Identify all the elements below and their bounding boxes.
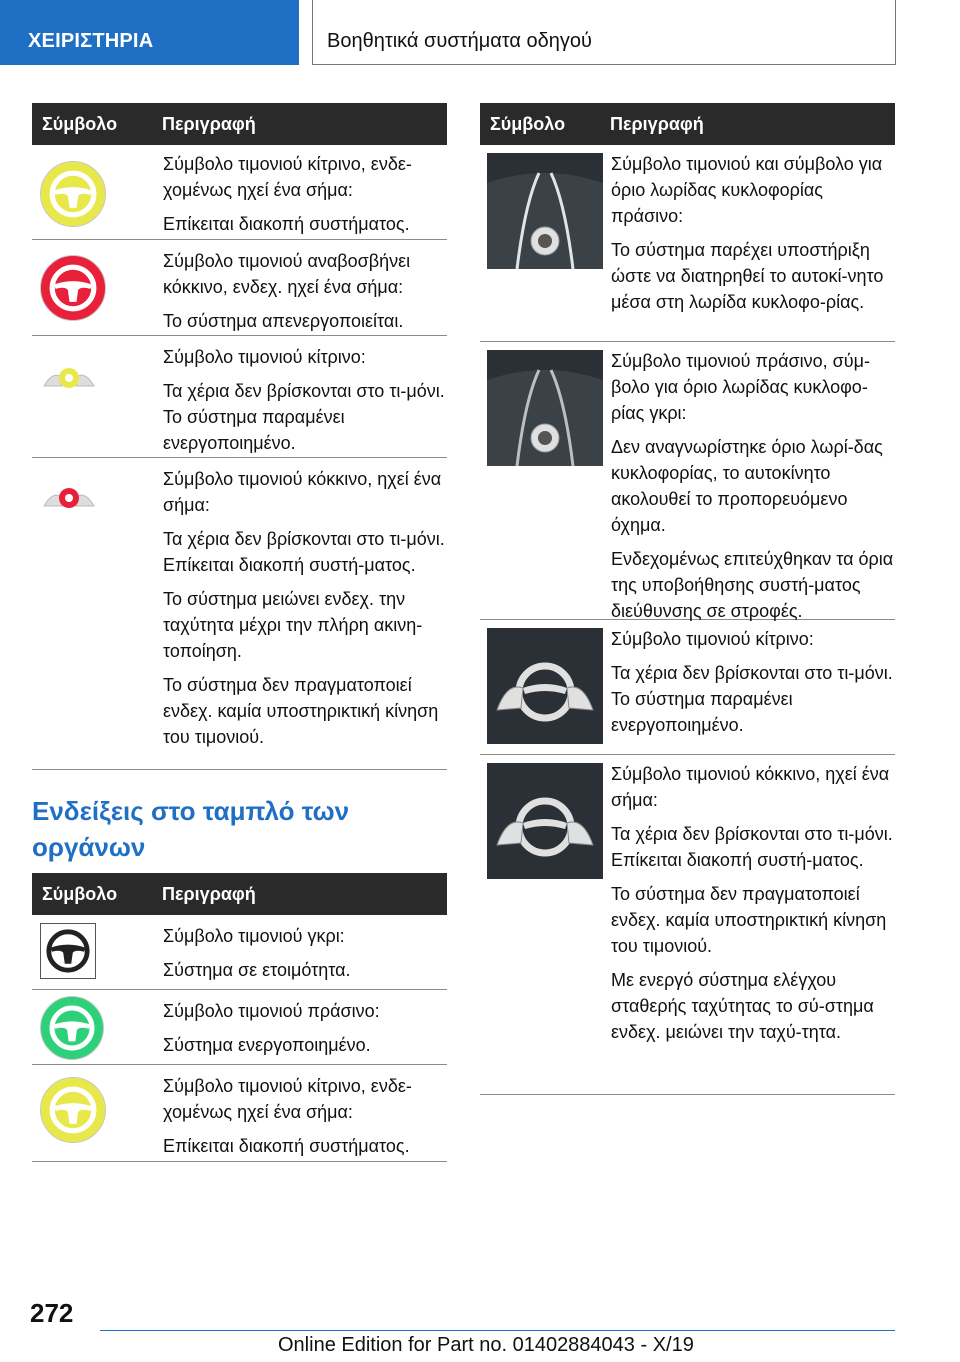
steering-wheel-gray-icon	[40, 923, 96, 979]
steering-wheel-yellow-icon	[40, 161, 106, 227]
hands-on-wheel-display-icon	[487, 628, 603, 744]
table-row	[32, 458, 447, 770]
table-row	[32, 145, 447, 240]
steering-wheel-green-icon	[40, 996, 104, 1060]
row-desc-line: Σύμβολο τιμονιού και σύμβολο για όριο λωρίδας κυκλοφορίας πράσινο:	[611, 154, 883, 226]
header-chapter-box	[312, 0, 896, 65]
table-row	[480, 145, 895, 342]
col-symbol-header: Σύμβολο	[42, 884, 118, 904]
row-desc-line: Σύμβολο τιμονιού κόκκινο, ηχεί ένα σήμα:	[611, 764, 890, 810]
steering-wheel-yellow-icon	[40, 1077, 106, 1143]
col-description-header: Περιγραφή	[162, 884, 256, 904]
col-symbol-header: Σύμβολο	[490, 114, 566, 134]
row-desc-line: Σύμβολο τιμονιού γκρι:	[163, 926, 345, 946]
hands-steering-red-icon	[42, 478, 96, 512]
col-description-header: Περιγραφή	[162, 114, 256, 134]
left-symbol-table	[32, 103, 447, 770]
header-section-tab	[0, 0, 299, 65]
header-chapter-label: Βοηθητικά συστήματα οδηγού	[327, 30, 592, 52]
row-desc-line: Ενδεχομένως επιτεύχθηκαν τα όρια της υποβοήθησης συστή-ματος διεύθυνσης σε στροφές.	[611, 549, 894, 621]
footer-divider	[100, 1330, 895, 1331]
row-desc-line: Το σύστημα μειώνει ενδεχ. την ταχύτητα μέχρι την πλήρη ακινη-τοποίηση.	[163, 589, 423, 661]
row-desc-line: Τα χέρια δεν βρίσκονται στο τι-μόνι. Το σύστημα παραμένει ενεργοποιημένο.	[163, 381, 445, 453]
lane-boundary-wheel-icon	[487, 350, 603, 466]
footer-edition: Online Edition for Part no. 01402884043 - X/19	[278, 1334, 694, 1356]
row-desc-line: Σύμβολο τιμονιού κίτρινο, ενδε-χομένως ηχεί ένα σήμα:	[163, 154, 412, 200]
row-desc-line: Δεν αναγνωρίστηκε όριο λωρί-δας κυκλοφορίας, το αυτοκίνητο ακολουθεί το προπορευόμενο όχημα.	[611, 437, 883, 535]
row-desc-line: Σύμβολο τιμονιού αναβοσβήνει κόκκινο, ενδεχ. ηχεί ένα σήμα:	[163, 251, 411, 297]
table-header	[32, 103, 447, 145]
table-row	[32, 990, 447, 1065]
row-desc-line: Σύμβολο τιμονιού πράσινο, σύμ-βολο για όριο λωρίδας κυκλοφο-ρίας γκρι:	[611, 351, 870, 423]
table-row	[32, 336, 447, 458]
row-desc-line: Επίκειται διακοπή συστήματος.	[163, 214, 410, 234]
page-number: 272	[30, 1298, 74, 1328]
table-row	[32, 240, 447, 336]
right-symbol-table	[480, 103, 895, 1095]
dashboard-symbol-table	[32, 873, 447, 1162]
table-header	[32, 873, 447, 915]
row-desc-line: Σύμβολο τιμονιού κίτρινο:	[163, 347, 366, 367]
row-desc-line: Τα χέρια δεν βρίσκονται στο τι-μόνι. Το σύστημα παραμένει ενεργοποιημένο.	[611, 663, 893, 735]
table-row	[32, 915, 447, 990]
row-desc-line: Σύμβολο τιμονιού κίτρινο, ενδε-χομένως ηχεί ένα σήμα:	[163, 1076, 412, 1122]
col-description-header: Περιγραφή	[610, 114, 704, 134]
lane-boundary-wheel-icon	[487, 153, 603, 269]
row-desc-line: Σύμβολο τιμονιού κόκκινο, ηχεί ένα σήμα:	[163, 469, 442, 515]
table-header	[480, 103, 895, 145]
table-row	[480, 342, 895, 620]
row-desc-line: Το σύστημα δεν πραγματοποιεί ενδεχ. καμία υποστηρικτική κίνηση του τιμονιού.	[163, 675, 439, 747]
section-heading: Ενδείξεις στο ταμπλό των οργάνων	[32, 796, 350, 862]
hands-steering-yellow-icon	[42, 358, 96, 392]
row-desc-line: Το σύστημα δεν πραγματοποιεί ενδεχ. καμία υποστηρικτική κίνηση του τιμονιού.	[611, 884, 887, 956]
col-symbol-header: Σύμβολο	[42, 114, 118, 134]
row-desc-line: Σύστημα σε ετοιμότητα.	[163, 960, 351, 980]
row-desc-line: Σύμβολο τιμονιού κίτρινο:	[611, 629, 814, 649]
row-desc-line: Επίκειται διακοπή συστήματος.	[163, 1136, 410, 1156]
table-row	[480, 755, 895, 1095]
table-row	[480, 620, 895, 755]
row-desc-line: Το σύστημα παρέχει υποστήριξη ώστε να διατηρηθεί το αυτοκί-νητο μέσα στη λωρίδα κυκλοφο-ρίας.	[611, 240, 884, 312]
row-desc-line: Τα χέρια δεν βρίσκονται στο τι-μόνι. Επίκειται διακοπή συστή-ματος.	[611, 824, 893, 870]
hands-on-wheel-display-icon	[487, 763, 603, 879]
table-row	[32, 1065, 447, 1162]
row-desc-line: Σύστημα ενεργοποιημένο.	[163, 1035, 371, 1055]
row-desc-line: Με ενεργό σύστημα ελέγχου σταθερής ταχύτητας το σύ-στημα ενδεχ. μειώνει την ταχύ-τητα.	[611, 970, 874, 1042]
row-desc-line: Σύμβολο τιμονιού πράσινο:	[163, 1001, 380, 1021]
steering-wheel-red-icon	[40, 255, 106, 321]
header-section-label: ΧΕΙΡΙΣΤΗΡΙΑ	[28, 30, 154, 52]
row-desc-line: Τα χέρια δεν βρίσκονται στο τι-μόνι. Επίκειται διακοπή συστή-ματος.	[163, 529, 445, 575]
row-desc-line: Το σύστημα απενεργοποιείται.	[163, 311, 404, 331]
